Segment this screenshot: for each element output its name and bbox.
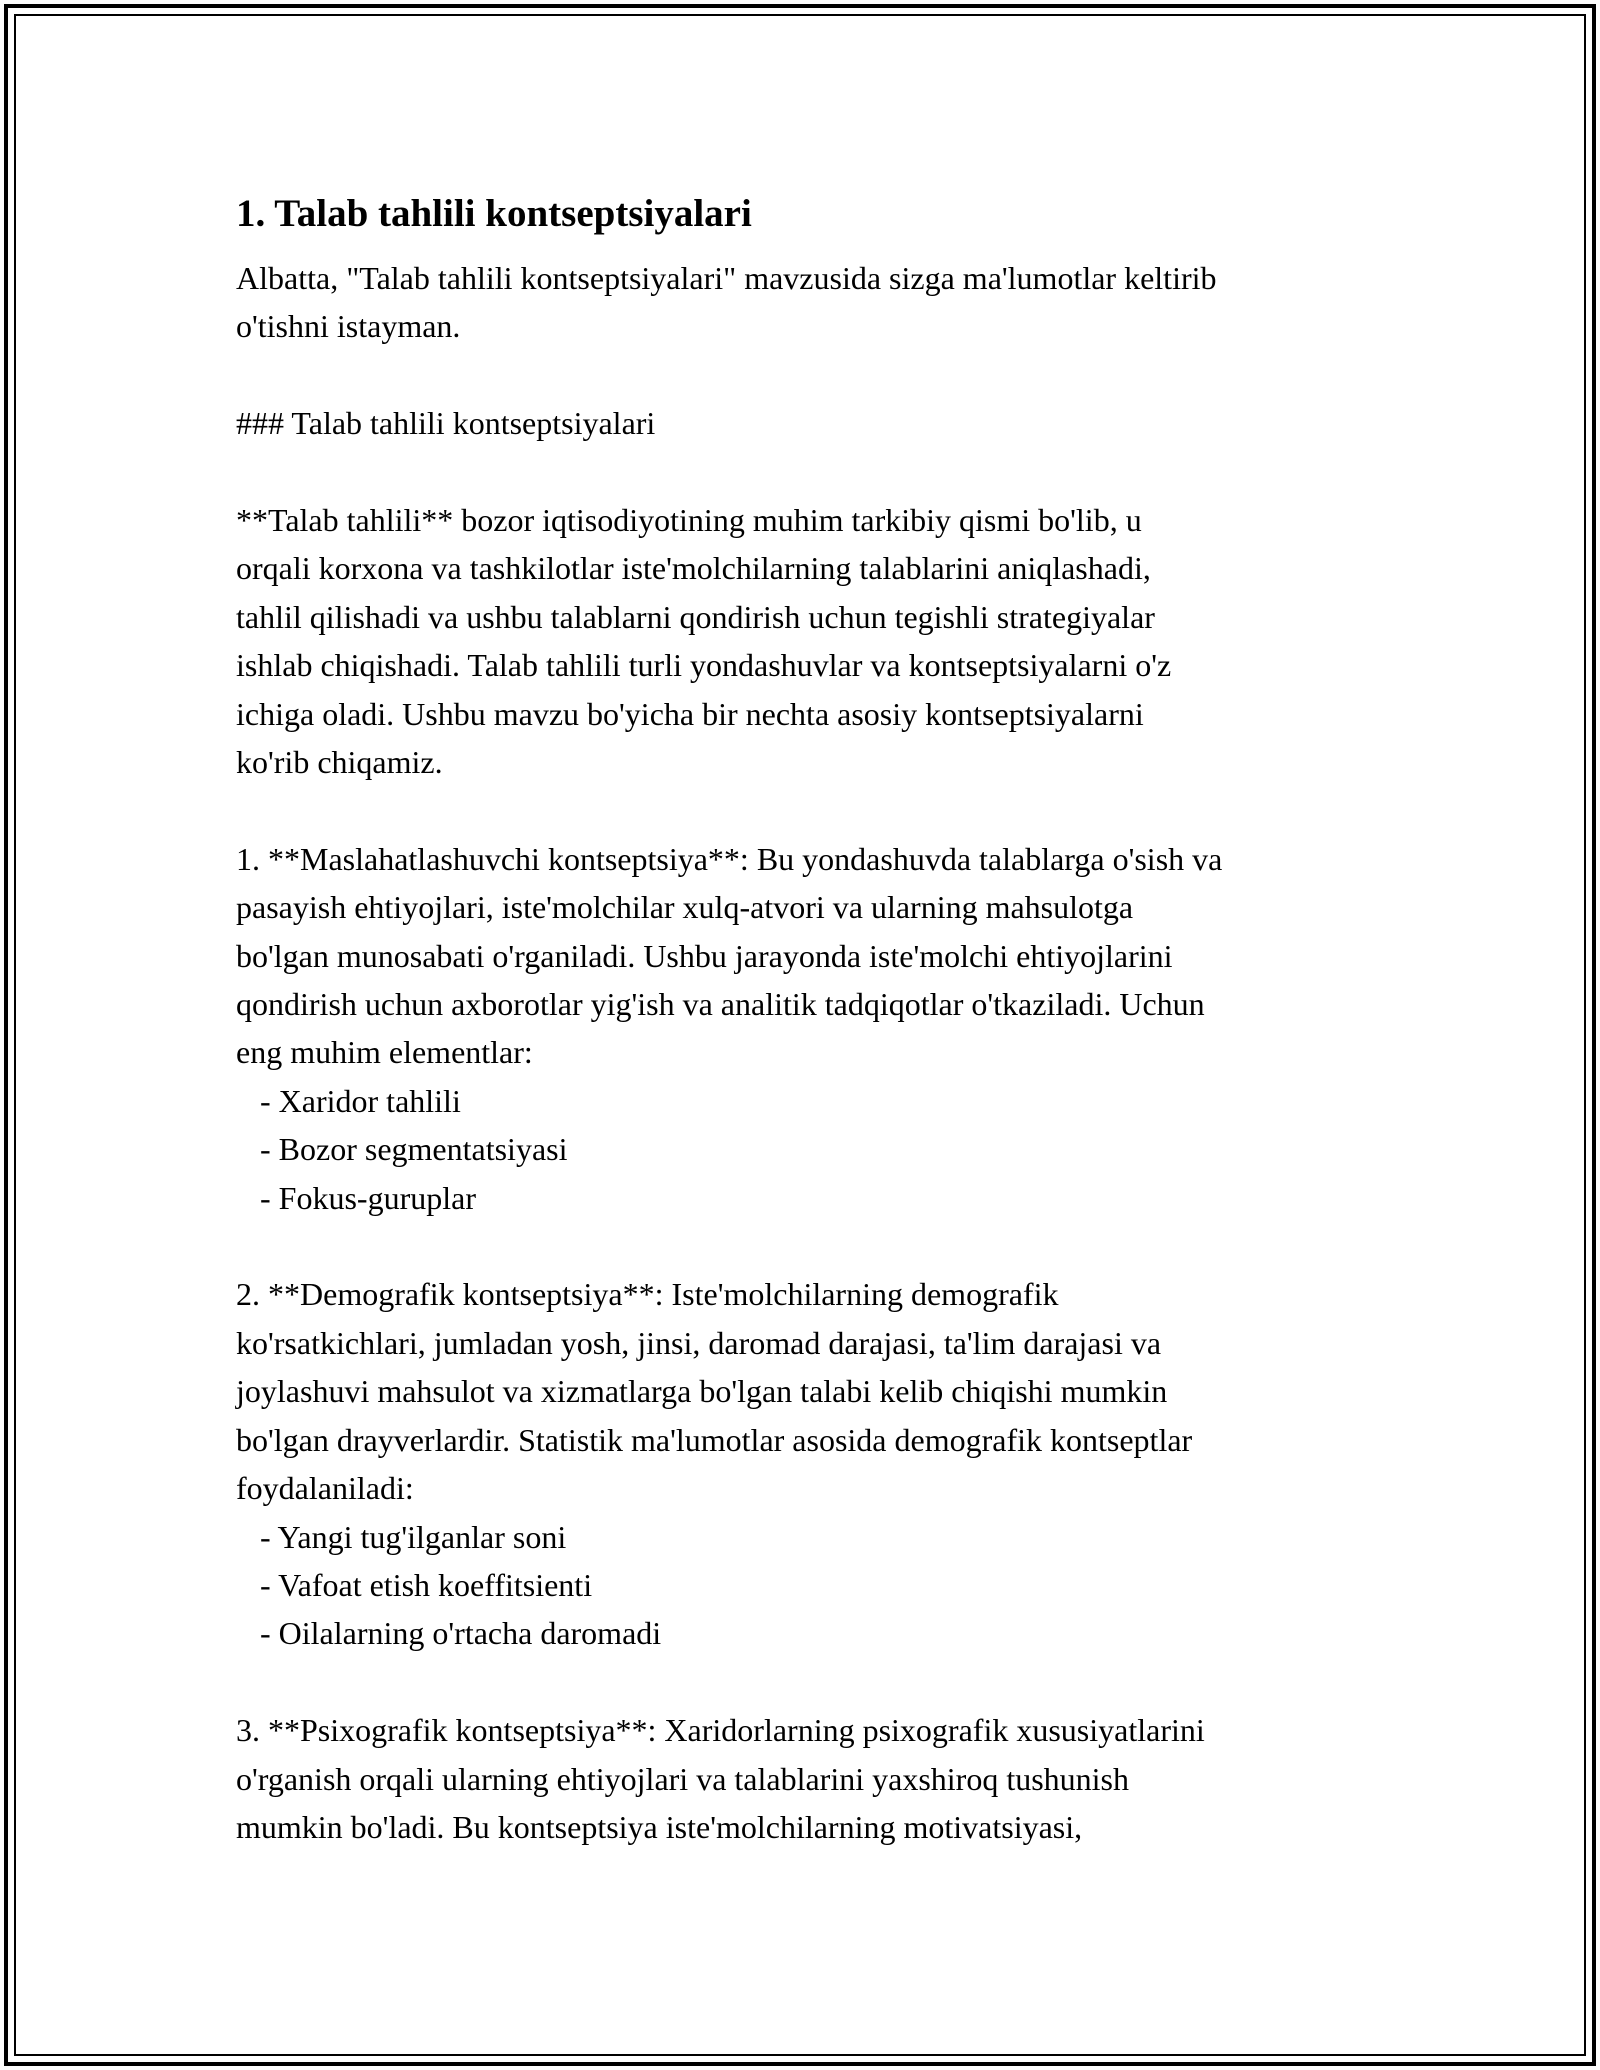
- text-line: bo'lgan munosabati o'rganiladi. Ushbu jarayonda iste'molchi ehtiyojlarini: [236, 937, 1173, 974]
- text-line: foydalaniladi:: [236, 1470, 414, 1507]
- text-line: mumkin bo'ladi. Bu kontseptsiya iste'molchilarning motivatsiyasi,: [236, 1808, 1083, 1845]
- text-line: 1. **Maslahatlashuvchi kontseptsiya**: Bu yondashuvda talablarga o'sish va: [236, 840, 1223, 877]
- text-line: ko'rsatkichlari, jumladan yosh, jinsi, daromad darajasi, ta'lim darajasi va: [236, 1324, 1162, 1361]
- text-line: eng muhim elementlar:: [236, 1034, 533, 1071]
- document-title: 1. Talab tahlili kontseptsiyalari: [236, 192, 752, 235]
- text-line: ichiga oladi. Ushbu mavzu bo'yicha bir nechta asosiy kontseptsiyalarni: [236, 695, 1144, 732]
- list-item: - Fokus-guruplar: [236, 1179, 476, 1216]
- text-line: ishlab chiqishadi. Talab tahlili turli yondashuvlar va kontseptsiyalarni o'z: [236, 647, 1172, 684]
- list-item: - Oilalarning o'rtacha daromadi: [236, 1615, 662, 1652]
- paragraph-intro: [236, 254, 1376, 351]
- list-item: - Bozor segmentatsiyasi: [236, 1131, 568, 1168]
- text-line: pasayish ehtiyojlari, iste'molchilar xulq-atvori va ularning mahsulotga: [236, 889, 1134, 926]
- text-line: qondirish uchun axborotlar yig'ish va analitik tadqiqotlar o'tkaziladi. Uchun: [236, 986, 1205, 1023]
- paragraph-item-2: [236, 1270, 1376, 1657]
- text-line: o'rganish orqali ularning ehtiyojlari va talablarini yaxshiroq tushunish: [236, 1760, 1129, 1797]
- text-line: bo'lgan drayverlardir. Statistik ma'lumotlar asosida demografik kontseptlar: [236, 1421, 1193, 1458]
- document-body: [236, 186, 1376, 1851]
- text-line: 2. **Demografik kontseptsiya**: Iste'molchilarning demografik: [236, 1276, 1059, 1313]
- text-line: **Talab tahlili** bozor iqtisodiyotining muhim tarkibiy qismi bo'lib, u: [236, 502, 1142, 538]
- text-line: ### Talab tahlili kontseptsiyalari: [236, 405, 656, 442]
- list-item: - Yangi tug'ilganlar soni: [236, 1518, 567, 1555]
- text-line: o'tishni istayman.: [236, 308, 461, 345]
- paragraph-item-1: [236, 835, 1376, 1222]
- text-line: Albatta, "Talab tahlili kontseptsiyalari" mavzusida sizga ma'lumotlar keltirib: [236, 260, 1217, 296]
- text-line: joylashuvi mahsulot va xizmatlarga bo'lgan talabi kelib chiqishi mumkin: [236, 1373, 1168, 1410]
- paragraph-overview: [236, 496, 1376, 786]
- text-line: 3. **Psixografik kontseptsiya**: Xaridorlarning psixografik xususiyatlarini: [236, 1712, 1205, 1749]
- paragraph-item-3: [236, 1706, 1376, 1851]
- list-item: - Vafoat etish koeffitsienti: [236, 1566, 593, 1603]
- list-item: - Xaridor tahlili: [236, 1082, 461, 1119]
- paragraph-subheading: [236, 399, 1376, 447]
- text-line: ko'rib chiqamiz.: [236, 744, 443, 781]
- text-line: tahlil qilishadi va ushbu talablarni qondirish uchun tegishli strategiyalar: [236, 598, 1155, 635]
- text-line: orqali korxona va tashkilotlar iste'molchilarning talablarini aniqlashadi,: [236, 550, 1151, 587]
